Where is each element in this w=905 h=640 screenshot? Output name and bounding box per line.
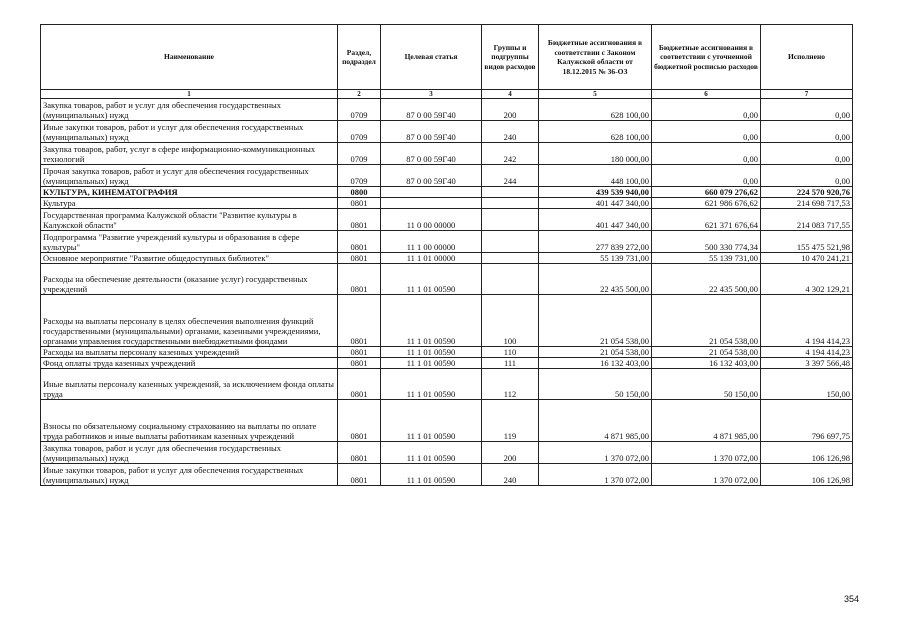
row-target: 87 0 00 59Г40 (381, 99, 482, 121)
row-section: 0709 (338, 99, 381, 121)
row-executed-amount: 796 697,75 (761, 400, 853, 442)
row-target: 11 0 00 00000 (381, 209, 482, 231)
row-group: 119 (482, 400, 539, 442)
row-refined-amount: 0,00 (652, 165, 761, 187)
col-number: 6 (652, 90, 761, 99)
table-row (41, 231, 853, 253)
row-refined-amount: 50 150,00 (652, 369, 761, 400)
row-law-amount: 277 839 272,00 (539, 231, 652, 253)
header-group: Группы и подгруппы видов расходов (482, 25, 539, 90)
col-number: 5 (539, 90, 652, 99)
header-refined: Бюджетные ассигнования в соответствии с уточненной бюджетной росписью расходов (652, 25, 761, 90)
table-row (41, 400, 853, 442)
row-group: 240 (482, 464, 539, 486)
row-name: Взносы по обязательному социальному страхованию на выплаты по оплате труда работников и иные выплаты работникам казенных учреждений (41, 400, 338, 442)
header-section: Раздел, подраздел (338, 25, 381, 90)
table-row (41, 165, 853, 187)
row-section: 0801 (338, 369, 381, 400)
row-target: 11 1 01 00590 (381, 400, 482, 442)
row-refined-amount: 16 132 403,00 (652, 358, 761, 369)
row-executed-amount: 224 570 920,76 (761, 187, 853, 198)
row-executed-amount: 155 475 521,98 (761, 231, 853, 253)
row-section: 0801 (338, 198, 381, 209)
row-section: 0709 (338, 165, 381, 187)
row-section: 0801 (338, 295, 381, 347)
row-target: 87 0 00 59Г40 (381, 121, 482, 143)
row-executed-amount: 0,00 (761, 165, 853, 187)
row-group: 100 (482, 295, 539, 347)
row-name: Закупка товаров, работ, услуг в сфере информационно-коммуникационных технологий (41, 143, 338, 165)
row-group: 200 (482, 99, 539, 121)
row-law-amount: 401 447 340,00 (539, 209, 652, 231)
row-executed-amount: 150,00 (761, 369, 853, 400)
row-target: 11 1 01 00590 (381, 295, 482, 347)
row-group (482, 187, 539, 198)
row-target: 11 1 01 00590 (381, 369, 482, 400)
row-name: Фонд оплаты труда казенных учреждений (41, 358, 338, 369)
row-law-amount: 628 100,00 (539, 121, 652, 143)
row-name: Расходы на выплаты персоналу казенных учреждений (41, 347, 338, 358)
row-section: 0709 (338, 121, 381, 143)
row-executed-amount: 4 194 414,23 (761, 347, 853, 358)
row-group (482, 209, 539, 231)
row-name: Расходы на обеспечение деятельности (оказание услуг) государственных учреждений (41, 264, 338, 295)
row-name: Иные выплаты персоналу казенных учреждений, за исключением фонда оплаты труда (41, 369, 338, 400)
row-refined-amount: 55 139 731,00 (652, 253, 761, 264)
row-target: 11 1 01 00590 (381, 358, 482, 369)
row-refined-amount: 21 054 538,00 (652, 347, 761, 358)
row-name: КУЛЬТУРА, КИНЕМАТОГРАФИЯ (41, 187, 338, 198)
row-group (482, 253, 539, 264)
row-target (381, 187, 482, 198)
row-refined-amount: 1 370 072,00 (652, 442, 761, 464)
table-row (41, 295, 853, 347)
table-row (41, 187, 853, 198)
row-target: 11 1 01 00590 (381, 442, 482, 464)
row-target (381, 198, 482, 209)
table-row (41, 198, 853, 209)
col-number: 7 (761, 90, 853, 99)
row-name: Культура (41, 198, 338, 209)
row-executed-amount: 214 698 717,53 (761, 198, 853, 209)
row-law-amount: 1 370 072,00 (539, 442, 652, 464)
row-section: 0801 (338, 358, 381, 369)
row-law-amount: 50 150,00 (539, 369, 652, 400)
row-group (482, 198, 539, 209)
header-executed: Исполнено (761, 25, 853, 90)
table-row (41, 209, 853, 231)
row-section: 0801 (338, 253, 381, 264)
table-row (41, 121, 853, 143)
row-refined-amount: 621 986 676,62 (652, 198, 761, 209)
row-name: Закупка товаров, работ и услуг для обеспечения государственных (муниципальных) нужд (41, 99, 338, 121)
row-refined-amount: 500 330 774,34 (652, 231, 761, 253)
row-name: Иные закупки товаров, работ и услуг для обеспечения государственных (муниципальных) нужд (41, 464, 338, 486)
row-section: 0800 (338, 187, 381, 198)
row-refined-amount: 1 370 072,00 (652, 464, 761, 486)
row-law-amount: 21 054 538,00 (539, 347, 652, 358)
row-name: Основное мероприятие "Развитие общедоступных библиотек" (41, 253, 338, 264)
row-group: 240 (482, 121, 539, 143)
row-group: 110 (482, 347, 539, 358)
row-refined-amount: 4 871 985,00 (652, 400, 761, 442)
row-section: 0801 (338, 464, 381, 486)
row-name: Иные закупки товаров, работ и услуг для обеспечения государственных (муниципальных) нужд (41, 121, 338, 143)
row-section: 0801 (338, 442, 381, 464)
row-target: 11 1 01 00590 (381, 264, 482, 295)
table-header-row (41, 25, 853, 90)
row-group: 111 (482, 358, 539, 369)
col-number: 4 (482, 90, 539, 99)
table-row (41, 264, 853, 295)
row-refined-amount: 0,00 (652, 99, 761, 121)
header-target: Целевая статья (381, 25, 482, 90)
row-section: 0709 (338, 143, 381, 165)
header-name: Наименование (41, 25, 338, 90)
row-name: Государственная программа Калужской области "Развитие культуры в Калужской области" (41, 209, 338, 231)
table-row (41, 358, 853, 369)
table-row (41, 442, 853, 464)
row-law-amount: 4 871 985,00 (539, 400, 652, 442)
table-row (41, 99, 853, 121)
row-executed-amount: 106 126,98 (761, 442, 853, 464)
row-group: 244 (482, 165, 539, 187)
row-refined-amount: 21 054 538,00 (652, 295, 761, 347)
row-group (482, 231, 539, 253)
row-law-amount: 22 435 500,00 (539, 264, 652, 295)
row-group: 112 (482, 369, 539, 400)
row-name: Прочая закупка товаров, работ и услуг для обеспечения государственных (муниципальных) нужд (41, 165, 338, 187)
row-name: Подпрограмма "Развитие учреждений культуры и образования в сфере культуры" (41, 231, 338, 253)
row-executed-amount: 0,00 (761, 121, 853, 143)
col-number: 3 (381, 90, 482, 99)
col-number: 1 (41, 90, 338, 99)
row-section: 0801 (338, 400, 381, 442)
row-executed-amount: 3 397 566,48 (761, 358, 853, 369)
row-law-amount: 439 539 940,00 (539, 187, 652, 198)
table-row (41, 347, 853, 358)
row-name: Закупка товаров, работ и услуг для обеспечения государственных (муниципальных) нужд (41, 442, 338, 464)
row-law-amount: 628 100,00 (539, 99, 652, 121)
table-row (41, 369, 853, 400)
row-executed-amount: 4 302 129,21 (761, 264, 853, 295)
row-group (482, 264, 539, 295)
row-law-amount: 1 370 072,00 (539, 464, 652, 486)
row-section: 0801 (338, 347, 381, 358)
row-target: 87 0 00 59Г40 (381, 143, 482, 165)
page-number: 354 (843, 594, 859, 604)
table-row (41, 143, 853, 165)
row-executed-amount: 4 194 414,23 (761, 295, 853, 347)
row-refined-amount: 621 371 676,64 (652, 209, 761, 231)
row-refined-amount: 660 079 276,62 (652, 187, 761, 198)
row-law-amount: 55 139 731,00 (539, 253, 652, 264)
row-refined-amount: 0,00 (652, 121, 761, 143)
row-target: 87 0 00 59Г40 (381, 165, 482, 187)
column-number-row (41, 90, 853, 99)
table-row (41, 464, 853, 486)
row-executed-amount: 106 126,98 (761, 464, 853, 486)
row-executed-amount: 0,00 (761, 99, 853, 121)
row-refined-amount: 22 435 500,00 (652, 264, 761, 295)
budget-table (40, 24, 853, 486)
row-executed-amount: 10 470 241,21 (761, 253, 853, 264)
row-executed-amount: 0,00 (761, 143, 853, 165)
row-law-amount: 401 447 340,00 (539, 198, 652, 209)
row-section: 0801 (338, 264, 381, 295)
row-name: Расходы на выплаты персоналу в целях обеспечения выполнения функций государственными (муниципальными) органами, казенными учреждениями, органами управления государственными внебюджетными фондами (41, 295, 338, 347)
row-refined-amount: 0,00 (652, 143, 761, 165)
row-section: 0801 (338, 209, 381, 231)
table-row (41, 253, 853, 264)
row-target: 11 1 01 00590 (381, 464, 482, 486)
row-group: 200 (482, 442, 539, 464)
row-group: 242 (482, 143, 539, 165)
row-law-amount: 16 132 403,00 (539, 358, 652, 369)
row-law-amount: 180 000,00 (539, 143, 652, 165)
row-executed-amount: 214 083 717,55 (761, 209, 853, 231)
row-law-amount: 448 100,00 (539, 165, 652, 187)
row-section: 0801 (338, 231, 381, 253)
col-number: 2 (338, 90, 381, 99)
row-law-amount: 21 054 538,00 (539, 295, 652, 347)
row-target: 11 1 00 00000 (381, 231, 482, 253)
header-law: Бюджетные ассигнования в соответствии с Законом Калужской области от 18.12.2015 № 36-ОЗ (539, 25, 652, 90)
row-target: 11 1 01 00000 (381, 253, 482, 264)
row-target: 11 1 01 00590 (381, 347, 482, 358)
